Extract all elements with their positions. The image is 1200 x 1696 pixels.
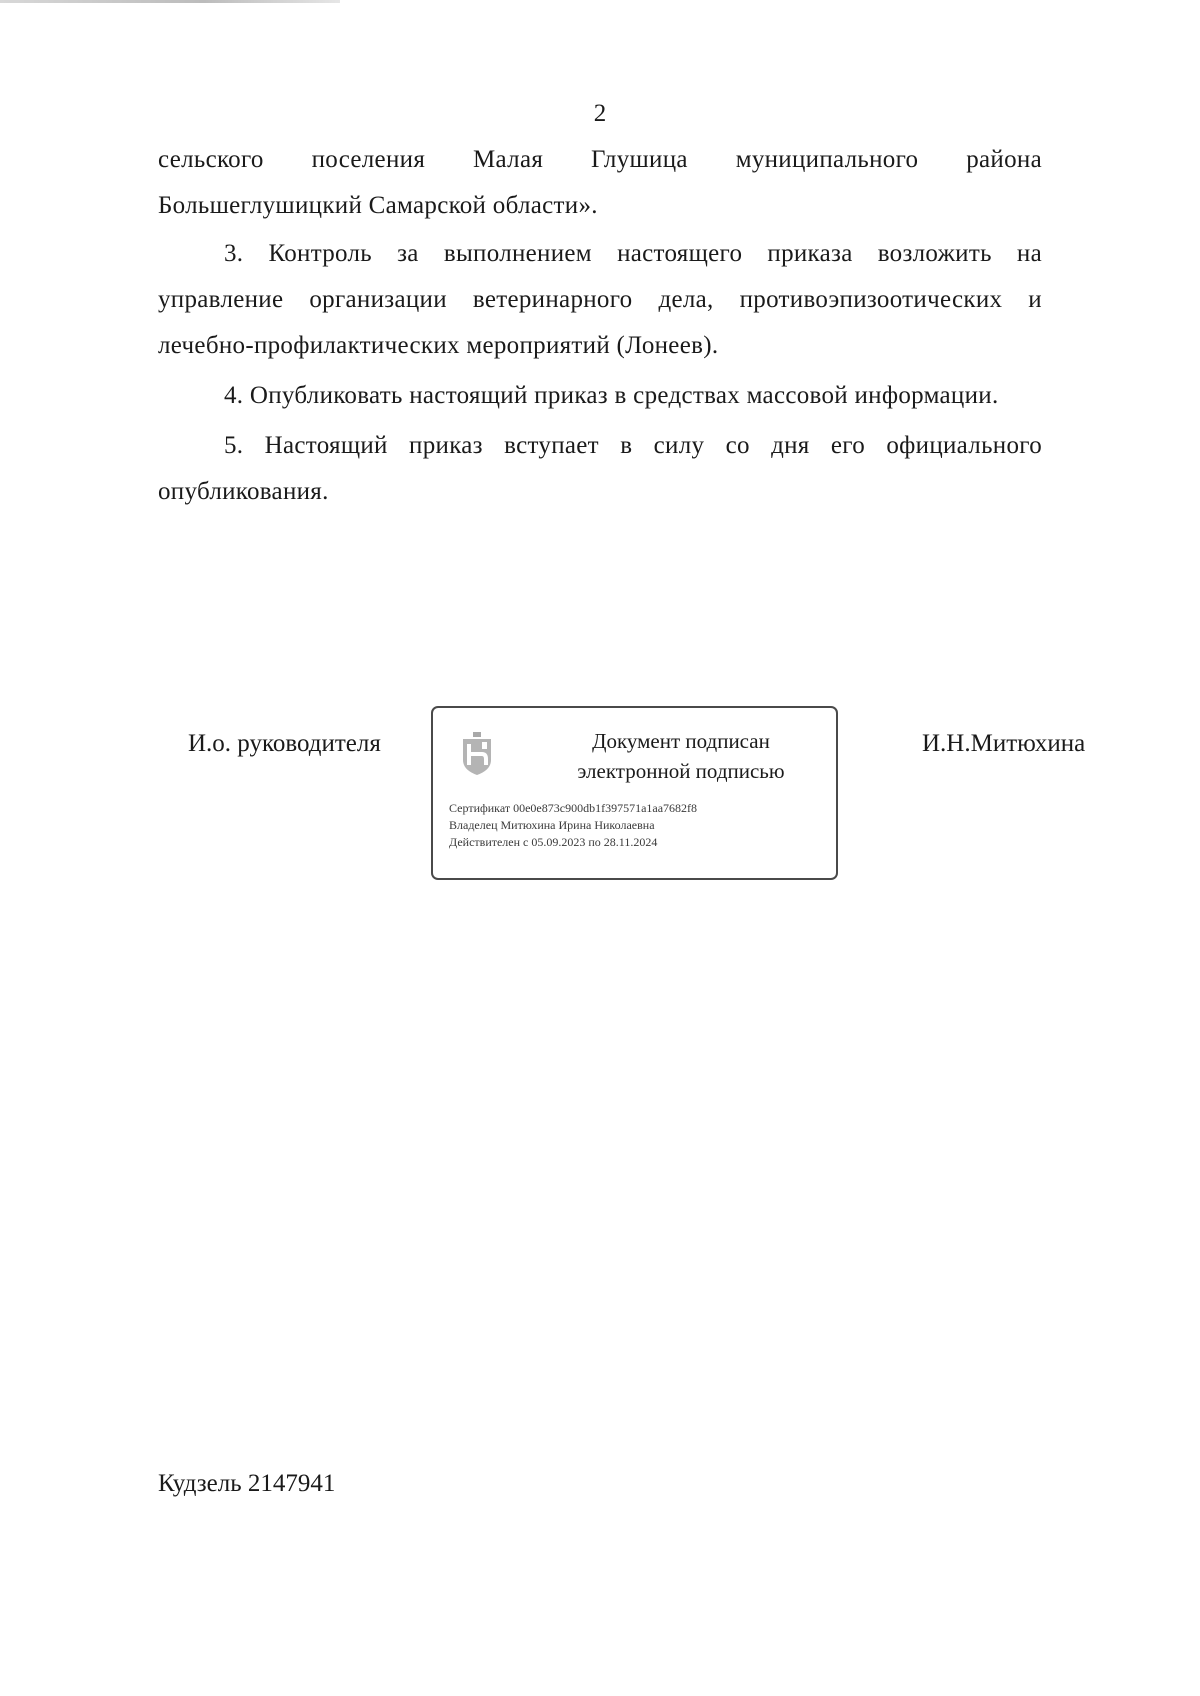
executor-note: Кудзель 2147941 — [158, 1470, 336, 1497]
esign-validity: Действителен с 05.09.2023 по 28.11.2024 — [449, 835, 658, 849]
continuation-line-1: сельского поселения Малая Глушица муниципального района — [158, 146, 1042, 173]
order-items — [158, 231, 1042, 519]
scan-edge-artifact — [0, 0, 340, 3]
esign-owner: Владелец Митюхина Ирина Николаевна — [449, 818, 655, 832]
esign-details — [449, 800, 697, 851]
esign-certificate: Сертификат 00e0e873c900db1f397571a1aa7682f8 — [449, 801, 698, 815]
order-item-5: 5. Настоящий приказ вступает в силу со дня его официального опубликования. — [158, 432, 1042, 505]
signature-role: И.о. руководителя — [188, 730, 381, 757]
esign-title-line-1: Документ подписан — [592, 729, 770, 753]
page-number: 2 — [593, 100, 607, 127]
coat-of-arms-icon — [460, 732, 494, 776]
esign-title — [531, 726, 831, 786]
signature-name: И.Н.Митюхина — [922, 730, 1086, 757]
paragraph-continuation — [158, 137, 1042, 229]
electronic-signature-stamp — [431, 706, 838, 880]
order-item-4: 4. Опубликовать настоящий приказ в средствах массовой информации. — [224, 382, 999, 409]
order-item-3: 3. Контроль за выполнением настоящего приказа возложить на управление организации ветеринарного дела, противоэпизоотических и лечебно-профилактических мероприятий (Лонеев). — [158, 240, 1042, 359]
continuation-line-2: Большеглушицкий Самарской области». — [158, 192, 598, 219]
esign-title-line-2: электронной подписью — [577, 759, 785, 783]
